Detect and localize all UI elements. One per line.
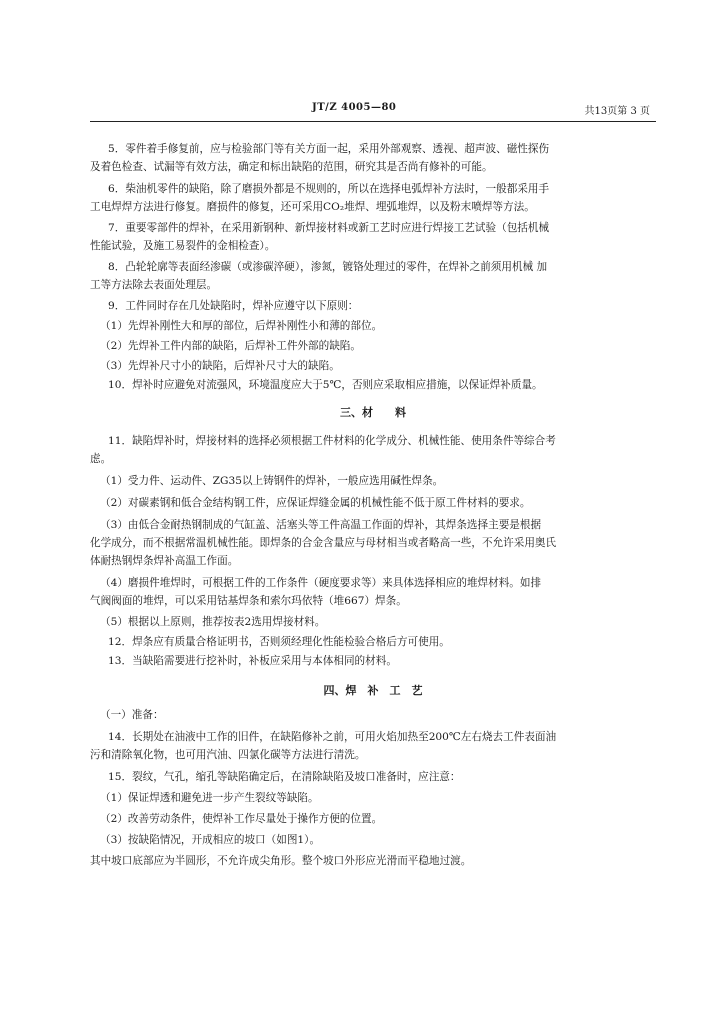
- paragraph-8-line-2: 工等方法除去表面处理层。: [90, 279, 218, 291]
- paragraph-14-line-2: 污和清除氧化物，也可用汽油、四氯化碳等方法进行清洗。: [90, 749, 366, 761]
- paragraph-11-item-2: （2）对碳素钢和低合金结构钢工件，应保证焊缝金属的机械性能不低于原工件材料的要求。: [100, 497, 531, 509]
- section-heading-materials: 三、材 料: [340, 406, 406, 419]
- paragraph-9-item-2: （2）先焊补工件内部的缺陷，后焊补工件外部的缺陷。: [100, 340, 361, 352]
- standard-code: JT/Z 4005—80: [312, 102, 397, 113]
- paragraph-11-line-2: 虑。: [90, 453, 112, 465]
- paragraph-11-item-4-line-2: 气阀阀面的堆焊，可以采用钴基焊条和索尔玛依特（堆667）焊条。: [90, 595, 407, 607]
- paragraph-15-item-1: （1）保证焊透和避免进一步产生裂纹等缺陷。: [100, 792, 319, 804]
- page-number: 共13页第 3 页: [584, 106, 650, 117]
- paragraph-8-line-1: 8．凸轮轮廓等表面经渗碳（或渗碳淬硬），渗氮，镀铬处理过的零件，在焊补之前须用机械 加: [108, 261, 548, 273]
- paragraph-11-item-4-line-1: （4）磨损件堆焊时，可根据工件的工作条件（硬度要求等）来具体选择相应的堆焊材料。如排: [100, 577, 542, 589]
- paragraph-11-line-1: 11．缺陷焊补时，焊接材料的选择必须根据工件材料的化学成分、机械性能、使用条件等综合考: [108, 435, 556, 447]
- paragraph-15-item-2: （2）改善劳动条件，使焊补工作尽量处于操作方便的位置。: [100, 813, 383, 825]
- header-rule: [90, 121, 656, 122]
- section-heading-process: 四、焊 补 工 艺: [323, 684, 423, 697]
- paragraph-10: 10．焊补时应避免对流强风，环境温度应大于5℃，否则应采取相应措施，以保证焊补质量。: [108, 379, 543, 391]
- paragraph-11-item-1: （1）受力件、运动件、ZG35以上铸钢件的焊补，一般应选用碱性焊条。: [100, 475, 444, 487]
- paragraph-15-item-3: （3）按缺陷情况，开成相应的坡口（如图1）。: [100, 834, 321, 846]
- paragraph-13: 13．当缺陷需要进行挖补时，补板应采用与本体相同的材料。: [108, 655, 397, 667]
- paragraph-7-line-1: 7．重要零部件的焊补，在采用新钢种、新焊接材料或新工艺时应进行焊接工艺试验（包括机械: [108, 222, 550, 234]
- paragraph-11-item-5: （5）根据以上原则，推荐按表2选用焊接材料。: [100, 616, 326, 628]
- paragraph-11-item-3-line-1: （3）由低合金耐热钢制成的气缸盖、活塞头等工件高温工作面的焊补，其焊条选择主要是根据: [100, 519, 542, 531]
- paragraph-9-item-1: （1）先焊补刚性大和厚的部位，后焊补刚性小和薄的部位。: [100, 320, 383, 332]
- paragraph-5-line-1: 5．零件着手修复前，应与检验部门等有关方面一起，采用外部观察、透视、超声波、磁性探伤: [108, 143, 550, 155]
- paragraph-14-line-1: 14．长期处在油液中工作的旧件，在缺陷修补之前，可用火焰加热至200℃左右烧去工件表面油: [108, 731, 557, 743]
- paragraph-7-line-2: 性能试验，及施工易裂件的金相检查）。: [90, 240, 276, 252]
- paragraph-12: 12．焊条应有质量合格证明书，否则须经理化性能检验合格后方可使用。: [108, 636, 450, 648]
- paragraph-5-line-2: 及着色检查、试漏等有效方法，确定和标出缺陷的范围，研究其是否尚有修补的可能。: [90, 161, 493, 173]
- paragraph-9: 9．工件同时存在几处缺陷时，焊补应遵守以下原则：: [108, 300, 359, 312]
- paragraph-15-closing: 其中坡口底部应为半圆形，不允许成尖角形。整个坡口外形应光滑而平稳地过渡。: [90, 855, 472, 867]
- subheading-preparation: （一）准备：: [100, 709, 164, 721]
- paragraph-11-item-3-line-3: 体耐热钢焊条焊补高温工作面。: [90, 555, 239, 567]
- paragraph-15: 15．裂纹，气孔，缩孔等缺陷确定后，在清除缺陷及坡口准备时，应注意：: [108, 771, 461, 783]
- paragraph-9-item-3: （3）先焊补尺寸小的缺陷，后焊补尺寸大的缺陷。: [100, 360, 340, 372]
- paragraph-6-line-2: 工电焊焊方法进行修复。磨损件的修复，还可采用CO₂堆焊、埋弧堆焊，以及粉末喷焊等方法。: [90, 201, 535, 213]
- paragraph-6-line-1: 6．柴油机零件的缺陷，除了磨损外都是不规则的，所以在选择电弧焊补方法时，一般都采用手: [108, 183, 550, 195]
- paragraph-11-item-3-line-2: 化学成分，而不根据常温机械性能。即焊条的合金含量应与母材相当或者略高一些，不允许采用奥氏: [90, 537, 557, 549]
- page-header: [90, 102, 650, 120]
